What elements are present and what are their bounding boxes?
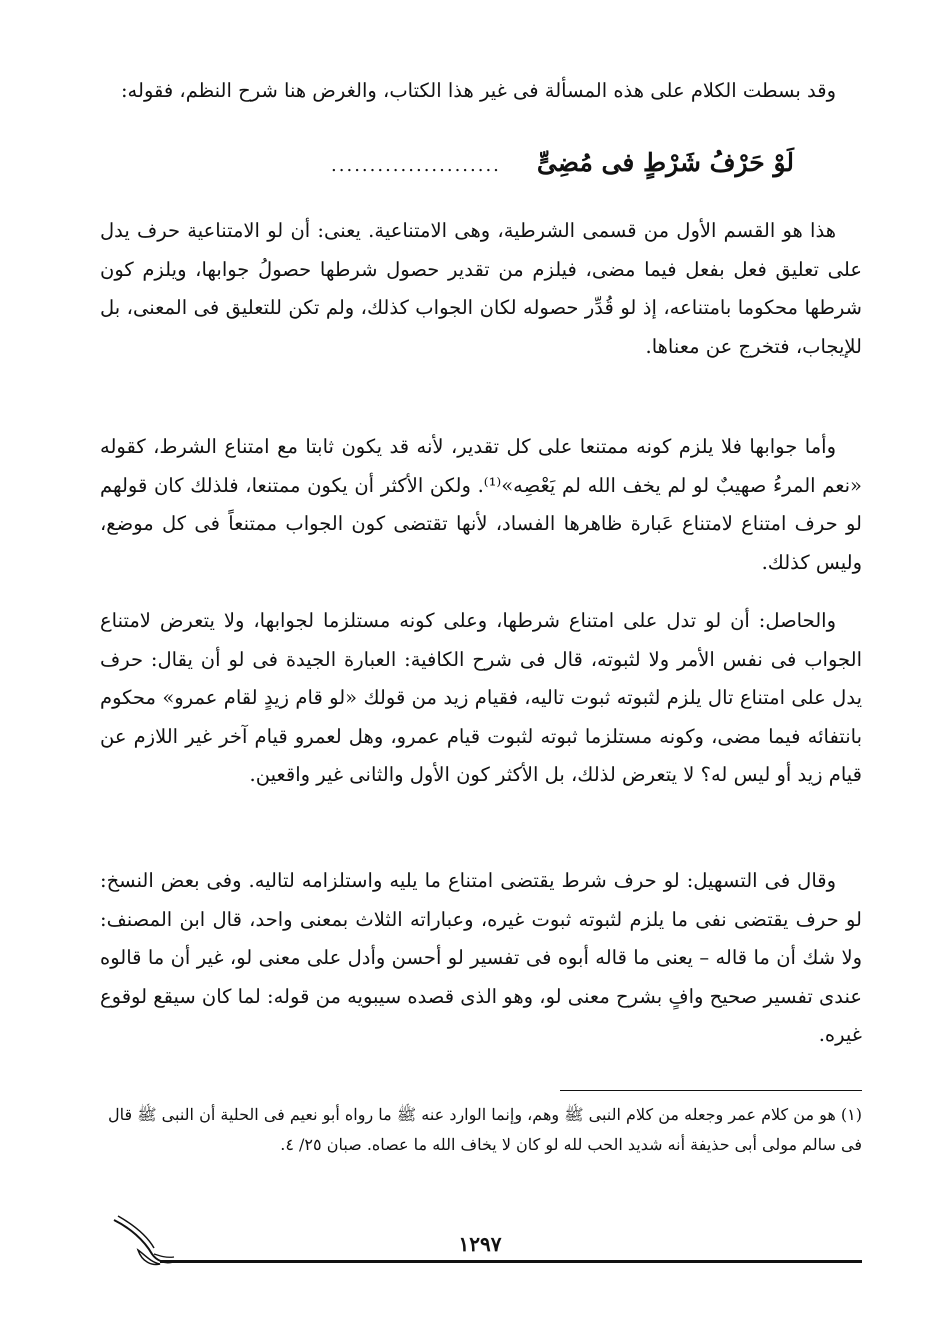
paragraph-1-text: هذا هو القسم الأول من قسمى الشرطية، وهى الامتناعية. يعنى: أن لو الامتناعية حرف يدل على تعليق فعل بفعل فيما مضى، فيلزم من تقدير حصول شرطها حصولُ جوابها، ويلزم كون شرطها محكوما بامتناعه، إذ لو قُدِّر حصوله لكان الجواب كذلك، ولم تكن للتعليق فى المعنى، بل للإيجاب، فتخرج عن معناها. xyxy=(100,219,862,358)
footnote-text: (١) هو من كلام عمر وجعله من كلام النبى ﷺ وهم، وإنما الوارد عنه ﷺ ما رواه أبو نعيم فى الحلية أن النبى ﷺ قال فى سالم مولى أبى حذيفة أنه شديد الحب لله لو كان لا يخاف الله ما عصاه. صبان ٢٥/ ٤. xyxy=(108,1105,862,1154)
intro-paragraph xyxy=(100,72,862,111)
verse-line xyxy=(331,148,794,177)
page-number: ١٢٩٧ xyxy=(458,1232,502,1256)
intro-text: وقد بسطت الكلام على هذه المسألة فى غير هذا الكتاب، والغرض هنا شرح النظم، فقوله: xyxy=(120,79,836,102)
footnote-divider xyxy=(560,1090,862,1091)
bottom-rule xyxy=(160,1260,862,1263)
paragraph-4-text: وقال فى التسهيل: لو حرف شرط يقتضى امتناع ما يليه واستلزامه لتاليه. وفى بعض النسخ: لو حرف يقتضى نفى ما يلزم لثبوته ثبوت غيره، وعباراته الثلاث بمعنى واحد، قال ابن المصنف: ولا شك أن ما قاله – يعنى ما قاله أبوه فى تفسير لو أحسن وأدل على معنى لو، غير أن ما قالوه عندى تفسير صحيح وافٍ بشرح معنى لو، وهو الذى قصده سيبويه من قوله: لما كان سيقع لوقوع غيره. xyxy=(100,869,862,1046)
verse-ellipsis: ...................... xyxy=(331,155,501,176)
footnote xyxy=(108,1100,862,1160)
paragraph-1 xyxy=(100,212,862,366)
paragraph-3-text: والحاصل: أن لو تدل على امتناع شرطها، وعلى كونه مستلزما لجوابها، ولا يتعرض لامتناع الجواب فى نفس الأمر ولا لثبوته، قال فى شرح الكافية: العبارة الجيدة فى لو أن يقال: حرف يدل على امتناع تال يلزم لثبوته ثبوت تاليه، فقيام زيد من قولك «لو قام زيدٍ لقام عمرو» محكوم بانتفائه فيما مضى، وكونه مستلزما ثبوته لثبوت قيام عمرو، وهل لعمرو قيام آخر غير اللازم عن قيام زيد أو ليس له؟ لا يتعرض لذلك، بل الأكثر كون الأول والثانى غير واقعين. xyxy=(100,609,862,786)
paragraph-4 xyxy=(100,862,862,1055)
paragraph-3 xyxy=(100,602,862,795)
verse-text: لَوْ حَرْفُ شَرْطٍ فى مُضِىٍّ xyxy=(536,148,794,177)
paragraph-2-text: وأما جوابها فلا يلزم كونه ممتنعا على كل تقدير، لأنه قد يكون ثابتا مع امتناع الشرط، كقوله «نعم المرءُ صهيبٌ لو لم يخف الله لم يَعْصِه»⁽¹⁾. ولكن الأكثر أن يكون ممتنعا، فلذلك كان قولهم لو حرف امتناع لامتناع عَبارة ظاهرها الفساد، لأنها تقتضى كون الجواب ممتنعاً فى كل موضع، وليس كذلك. xyxy=(100,435,862,574)
paragraph-2 xyxy=(100,428,862,582)
